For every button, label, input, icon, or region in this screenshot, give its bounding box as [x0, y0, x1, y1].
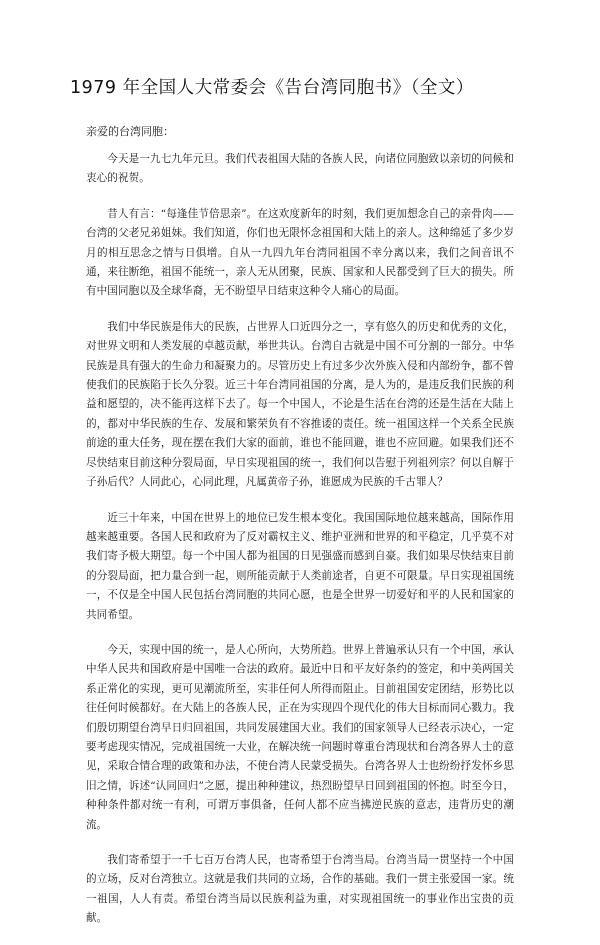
salutation: 亲爱的台湾同胞：: [86, 125, 174, 138]
document-body: [86, 150, 514, 945]
paragraph-2: 昔人有言：“每逢佳节倍思亲”。在这欢度新年的时刻，我们更加想念自己的亲骨肉——台湾的父老兄弟姐妹。我们知道，你们也无限怀念祖国和大陆上的亲人。这种绵延了多少岁月的相互思念之情与日俱增。自从一九四九年台湾同祖国不幸分离以来，我们之间音讯不通，来往断绝，祖国不能统一，亲人无从团聚，民族、国家和人民都受到了巨大的损失。所有中国同胞以及全球华裔，无不盼望早日结束这种令人痛心的局面。: [86, 207, 514, 298]
document-title: 1979 年全国人大常委会《告台湾同胞书》（全文）: [70, 78, 474, 98]
paragraph-4: 近三十年来，中国在世界上的地位已发生根本变化。我国国际地位越来越高，国际作用越来越重要。各国人民和政府为了反对霸权主义、维护亚洲和世界的和平稳定，几乎莫不对我们寄予极大期望。每一个中国人都为祖国的日见强盛而感到自豪。我们如果尽快结束目前的分裂局面，把力量合到一起，则所能贡献于人类前途者，自更不可限量。早日实现祖国统一，不仅是全中国人民包括台湾同胞的共同心愿，也是全世界一切爱好和平的人民和国家的共同希望。: [86, 511, 514, 621]
paragraph-3: 我们中华民族是伟大的民族，占世界人口近四分之一，享有悠久的历史和优秀的文化，对世界文明和人类发展的卓越贡献，举世共认。台湾自古就是中国不可分割的一部分。中华民族是具有强大的生命力和凝聚力的。尽管历史上有过多少次外族入侵和内部纷争，都不曾使我们的民族陷于长久分裂。近三十年台湾同祖国的分离，是人为的，是违反我们民族的利益和愿望的，决不能再这样下去了。每一个中国人，不论是生活在台湾的还是生活在大陆上的，都对中华民族的生存、发展和繁荣负有不容推诿的责任。统一祖国这样一个关系全民族前途的重大任务，现在摆在我们大家的面前，谁也不能回避，谁也不应回避。如果我们还不尽快结束目前这种分裂局面，早日实现祖国的统一，我们何以告慰于列祖列宗？何以自解于子孙后代？人同此心，心同此理，凡属黄帝子孙，谁愿成为民族的千古罪人？: [86, 320, 514, 489]
paragraph-6: 我们寄希望于一千七百万台湾人民，也寄希望于台湾当局。台湾当局一贯坚持一个中国的立场，反对台湾独立。这就是我们共同的立场，合作的基础。我们一贯主张爱国一家。统一祖国，人人有责。希望台湾当局以民族利益为重，对实现祖国统一的事业作出宝贵的贡献。: [86, 854, 514, 925]
paragraph-1: 今天是一九七九年元旦。我们代表祖国大陆的各族人民，向诸位同胞致以亲切的问候和衷心的祝贺。: [86, 153, 514, 185]
paragraph-5: 今天，实现中国的统一，是人心所向，大势所趋。世界上普遍承认只有一个中国，承认中华人民共和国政府是中国唯一合法的政府。最近中日和平友好条约的签定，和中美两国关系正常化的实现，更可见潮流所至，实非任何人所得而阻止。目前祖国安定团结，形势比以往任何时候都好。在大陆上的各族人民，正在为实现四个现代化的伟大目标而同心戮力。我们殷切期望台湾早日归回祖国，共同发展建国大业。我们的国家领导人已经表示决心，一定要考虑现实情况，完成祖国统一大业，在解决统一问题时尊重台湾现状和台湾各界人士的意见，采取合情合理的政策和办法，不使台湾人民蒙受损失。台湾各界人士也纷纷抒发怀乡思旧之情，诉述“认同回归”之愿，提出种种建议，热烈盼望早日回到祖国的怀抱。时至今日，种种条件都对统一有利，可谓万事俱备，任何人都不应当拂逆民族的意志，违背历史的潮流。: [86, 643, 514, 831]
